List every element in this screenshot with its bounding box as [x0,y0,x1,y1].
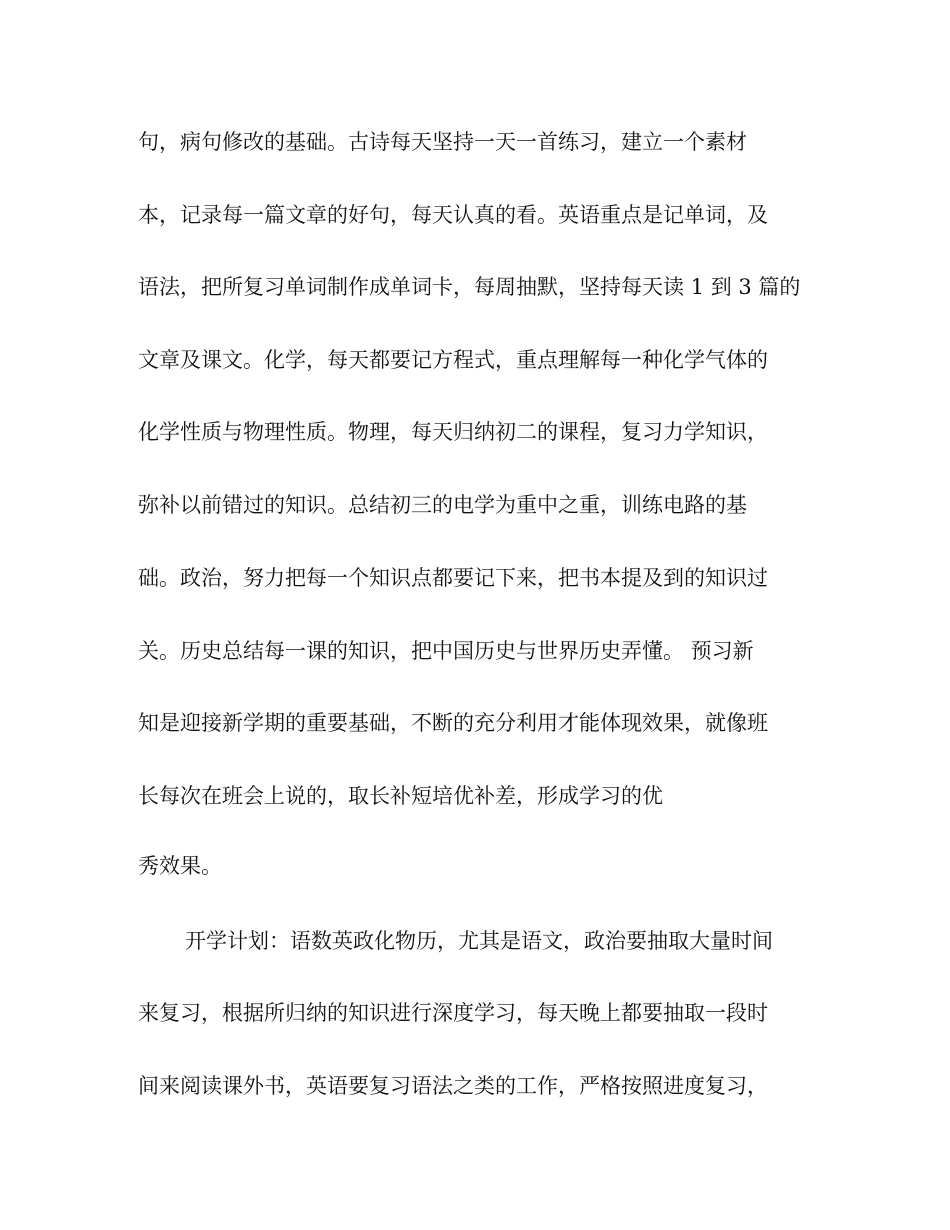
text-line: 本，记录每一篇文章的好句，每天认真的看。英语重点是记单词，及 [138,203,768,227]
text-line: 关。历史总结每一课的知识，把中国历史与世界历史弄懂。 预习新 [138,639,754,663]
text-line: 文章及课文。化学，每天都要记方程式，重点理解每一种化学气体的 [138,348,768,372]
paragraph-first-line: 开学计划：语数英政化物历，尤其是语文，政治要抽取大量时间 [185,929,773,953]
text-line: 弥补以前错过的知识。总结初三的电学为重中之重，训练电路的基 [138,493,747,517]
text-line: 语法，把所复习单词制作成单词卡，每周抽默，坚持每天读 1 到 3 篇的 [138,275,801,299]
text-line: 句，病句修改的基础。古诗每天坚持一天一首练习，建立一个素材 [138,130,747,154]
text-line: 间来阅读课外书，英语要复习语法之类的工作，严格按照进度复习， [138,1074,768,1098]
text-line: 秀效果。 [138,854,222,878]
text-line: 化学性质与物理性质。物理，每天归纳初二的课程，复习力学知识， [138,420,768,444]
text-line: 知是迎接新学期的重要基础，不断的充分利用才能体现效果，就像班 [138,711,768,735]
text-line: 长每次在班会上说的，取长补短培优补差，形成学习的优 [138,784,663,808]
text-line: 来复习，根据所归纳的知识进行深度学习，每天晚上都要抽取一段时 [138,1001,768,1025]
text-line: 础。政治，努力把每一个知识点都要记下来，把书本提及到的知识过 [138,566,768,590]
